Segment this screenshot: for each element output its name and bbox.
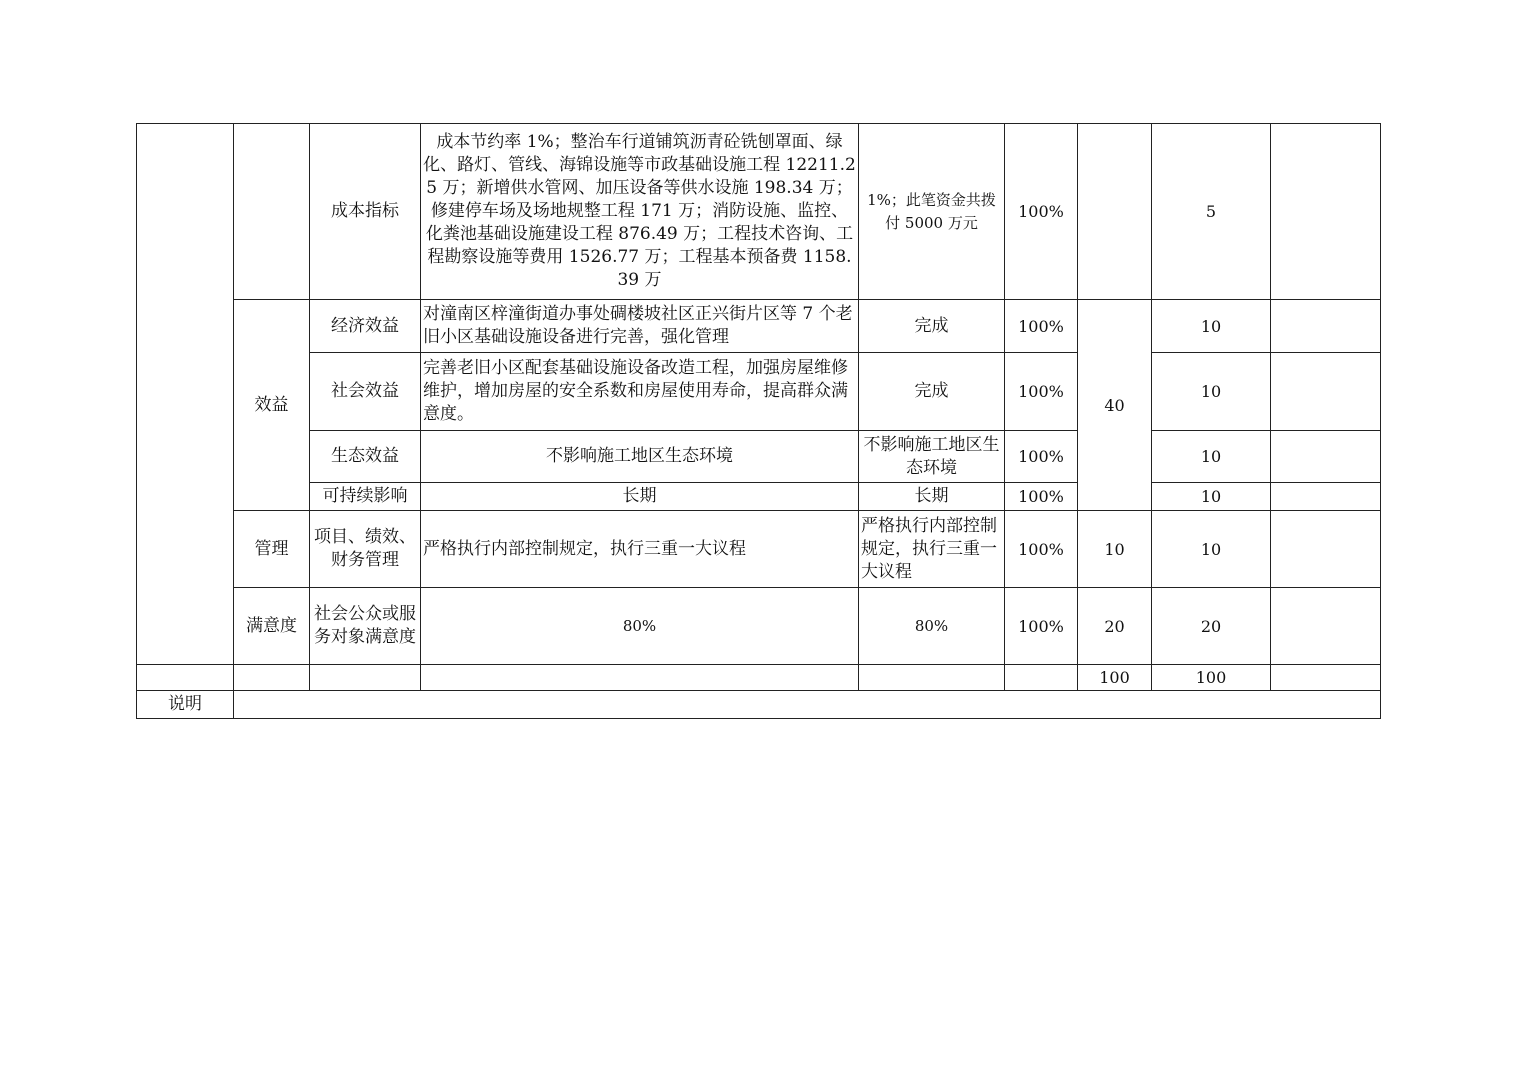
cell-remark-cost bbox=[1271, 124, 1381, 300]
cell-score-social: 10 bbox=[1152, 353, 1271, 431]
cell-blank-total-1 bbox=[137, 665, 234, 691]
cell-rate-satisfaction: 100% bbox=[1005, 588, 1078, 665]
cell-category-management: 管理 bbox=[234, 511, 310, 588]
cell-remark-ecological bbox=[1271, 431, 1381, 483]
cell-indicator-cost: 成本指标 bbox=[310, 124, 421, 300]
cell-weight-benefit: 40 bbox=[1078, 300, 1152, 511]
cell-score-sustainable: 10 bbox=[1152, 483, 1271, 511]
cell-score-ecological: 10 bbox=[1152, 431, 1271, 483]
cell-blank-total-6 bbox=[1005, 665, 1078, 691]
cell-target-cost: 成本节约率 1%；整治车行道铺筑沥青砼铣刨罩面、绿化、路灯、管线、海锦设施等市政基础设施工程 12211.25 万；新增供水管网、加压设备等供水设施 198.34 万；修建停车场及场地规整工程 171 万；消防设施、监控、化粪池基础设施建设工程 876.49 万；工程技术咨询、工程勘察设施等费用 1526.77 万；工程基本预备费 1158.39 万 bbox=[421, 124, 859, 300]
cell-indicator-social: 社会效益 bbox=[310, 353, 421, 431]
cell-rate-sustainable: 100% bbox=[1005, 483, 1078, 511]
cell-rate-ecological: 100% bbox=[1005, 431, 1078, 483]
cell-rate-management: 100% bbox=[1005, 511, 1078, 588]
cell-rate-cost: 100% bbox=[1005, 124, 1078, 300]
cell-target-social: 完善老旧小区配套基础设施设备改造工程，加强房屋维修维护，增加房屋的安全系数和房屋使用寿命，提高群众满意度。 bbox=[421, 353, 859, 431]
cell-remark-sustainable bbox=[1271, 483, 1381, 511]
cell-target-ecological: 不影响施工地区生态环境 bbox=[421, 431, 859, 483]
cell-indicator-ecological: 生态效益 bbox=[310, 431, 421, 483]
table-row-ecological bbox=[137, 431, 1381, 483]
cell-rate-economic: 100% bbox=[1005, 300, 1078, 353]
table-row-sustainable bbox=[137, 483, 1381, 511]
table-row-cost bbox=[137, 124, 1381, 300]
cell-blank-category bbox=[234, 124, 310, 300]
cell-blank-total-4 bbox=[421, 665, 859, 691]
cell-actual-cost: 1%；此笔资金共拨付 5000 万元 bbox=[859, 124, 1005, 300]
cell-score-cost: 5 bbox=[1152, 124, 1271, 300]
cell-target-economic: 对潼南区梓潼街道办事处碉楼坡社区正兴街片区等 7 个老旧小区基础设施设备进行完善，强化管理 bbox=[421, 300, 859, 353]
cell-remark-social bbox=[1271, 353, 1381, 431]
cell-actual-social: 完成 bbox=[859, 353, 1005, 431]
cell-note-label: 说明 bbox=[137, 691, 234, 719]
table-row-total bbox=[137, 665, 1381, 691]
table-row-social bbox=[137, 353, 1381, 431]
cell-remark-satisfaction bbox=[1271, 588, 1381, 665]
cell-weight-management: 10 bbox=[1078, 511, 1152, 588]
cell-category-satisfaction: 满意度 bbox=[234, 588, 310, 665]
cell-indicator-sustainable: 可持续影响 bbox=[310, 483, 421, 511]
table-row-note bbox=[137, 691, 1381, 719]
cell-actual-management: 严格执行内部控制规定，执行三重一大议程 bbox=[859, 511, 1005, 588]
cell-score-management: 10 bbox=[1152, 511, 1271, 588]
cell-actual-ecological: 不影响施工地区生态环境 bbox=[859, 431, 1005, 483]
cell-remark-management bbox=[1271, 511, 1381, 588]
cell-target-satisfaction: 80% bbox=[421, 588, 859, 665]
cell-actual-satisfaction: 80% bbox=[859, 588, 1005, 665]
cell-total-score: 100 bbox=[1152, 665, 1271, 691]
cell-actual-economic: 完成 bbox=[859, 300, 1005, 353]
cell-actual-sustainable: 长期 bbox=[859, 483, 1005, 511]
performance-evaluation-table bbox=[136, 123, 1381, 719]
cell-weight-cost bbox=[1078, 124, 1152, 300]
cell-total-weight: 100 bbox=[1078, 665, 1152, 691]
cell-score-economic: 10 bbox=[1152, 300, 1271, 353]
table-row-satisfaction bbox=[137, 588, 1381, 665]
cell-blank-total-remark bbox=[1271, 665, 1381, 691]
table-row-economic bbox=[137, 300, 1381, 353]
cell-indicator-economic: 经济效益 bbox=[310, 300, 421, 353]
cell-rate-social: 100% bbox=[1005, 353, 1078, 431]
cell-blank-first-level bbox=[137, 124, 234, 665]
cell-blank-total-2 bbox=[234, 665, 310, 691]
cell-indicator-management: 项目、绩效、财务管理 bbox=[310, 511, 421, 588]
cell-blank-total-5 bbox=[859, 665, 1005, 691]
table-row-management bbox=[137, 511, 1381, 588]
cell-target-management: 严格执行内部控制规定，执行三重一大议程 bbox=[421, 511, 859, 588]
cell-target-sustainable: 长期 bbox=[421, 483, 859, 511]
cell-indicator-satisfaction: 社会公众或服务对象满意度 bbox=[310, 588, 421, 665]
cell-blank-total-3 bbox=[310, 665, 421, 691]
cell-score-satisfaction: 20 bbox=[1152, 588, 1271, 665]
cell-remark-economic bbox=[1271, 300, 1381, 353]
cell-weight-satisfaction: 20 bbox=[1078, 588, 1152, 665]
cell-category-benefit: 效益 bbox=[234, 300, 310, 511]
cell-note-value bbox=[234, 691, 1381, 719]
